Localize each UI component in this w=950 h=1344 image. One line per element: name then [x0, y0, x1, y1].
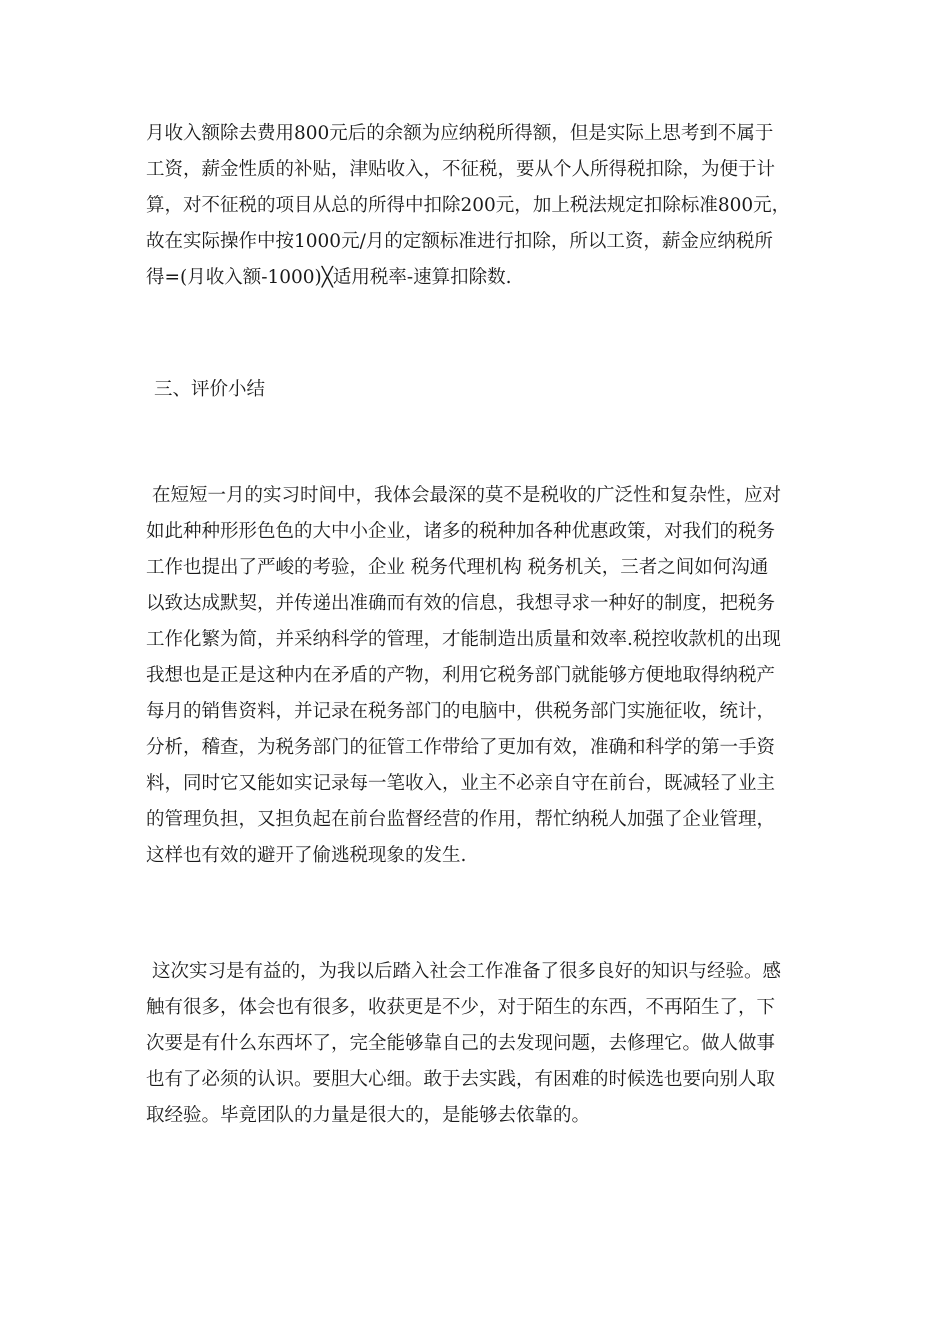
text-line: 工作也提出了严峻的考验，企业 税务代理机构 税务机关，三者之间如何沟通: [146, 557, 769, 578]
heading-text: 三、评价小结: [154, 379, 266, 400]
paragraph-evaluation: [146, 478, 806, 874]
text-line: 我想也是正是这种内在矛盾的产物，利用它税务部门就能够方便地取得纳税产: [146, 665, 776, 686]
text-line: 分析，稽查，为税务部门的征管工作带给了更加有效，准确和科学的第一手资: [146, 737, 776, 758]
text-line: 料，同时它又能如实记录每一笔收入，业主不必亲自守在前台，既减轻了业主: [146, 773, 776, 794]
text-line: 每月的销售资料，并记录在税务部门的电脑中，供税务部门实施征收，统计，: [146, 701, 776, 722]
text-line: 取经验。毕竟团队的力量是很大的，是能够去依靠的。: [146, 1105, 591, 1126]
section-heading: [154, 372, 814, 408]
text-line: 在短短一月的实习时间中，我体会最深的莫不是税收的广泛性和复杂性，应对: [152, 485, 782, 506]
text-line: 算，对不征税的项目从总的所得中扣除200元，加上税法规定扣除标准800元，: [146, 195, 791, 216]
text-line: 的管理负担，又担负起在前台监督经营的作用，帮忙纳税人加强了企业管理，: [146, 809, 776, 830]
text-line: 次要是有什么东西坏了，完全能够靠自己的去发现问题，去修理它。做人做事: [146, 1033, 776, 1054]
paragraph-tax-calculation: [146, 116, 806, 296]
text-line: 这样也有效的避开了偷逃税现象的发生.: [146, 845, 467, 866]
text-line: 工作化繁为简，并采纳科学的管理，才能制造出质量和效率.税控收款机的出现: [146, 629, 781, 650]
text-line: 触有很多，体会也有很多，收获更是不少，对于陌生的东西，不再陌生了，下: [146, 997, 776, 1018]
text-line: 工资，薪金性质的补贴，津贴收入，不征税，要从个人所得税扣除，为便于计: [146, 159, 776, 180]
text-line: 也有了必须的认识。要胆大心细。敢于去实践，有困难的时候选也要向别人取: [146, 1069, 776, 1090]
text-line: 这次实习是有益的，为我以后踏入社会工作准备了很多良好的知识与经验。感: [152, 961, 782, 982]
text-line: 月收入额除去费用800元后的余额为应纳税所得额，但是实际上思考到不属于: [146, 123, 774, 144]
text-line: 故在实际操作中按1000元/月的定额标准进行扣除，所以工资，薪金应纳税所: [146, 231, 773, 252]
text-line: 得=(月收入额-1000)╳适用税率-速算扣除数.: [146, 267, 512, 288]
paragraph-reflection: [146, 954, 806, 1134]
text-line: 如此种种形形色色的大中小企业，诸多的税种加各种优惠政策，对我们的税务: [146, 521, 776, 542]
text-line: 以致达成默契，并传递出准确而有效的信息，我想寻求一种好的制度，把税务: [146, 593, 776, 614]
